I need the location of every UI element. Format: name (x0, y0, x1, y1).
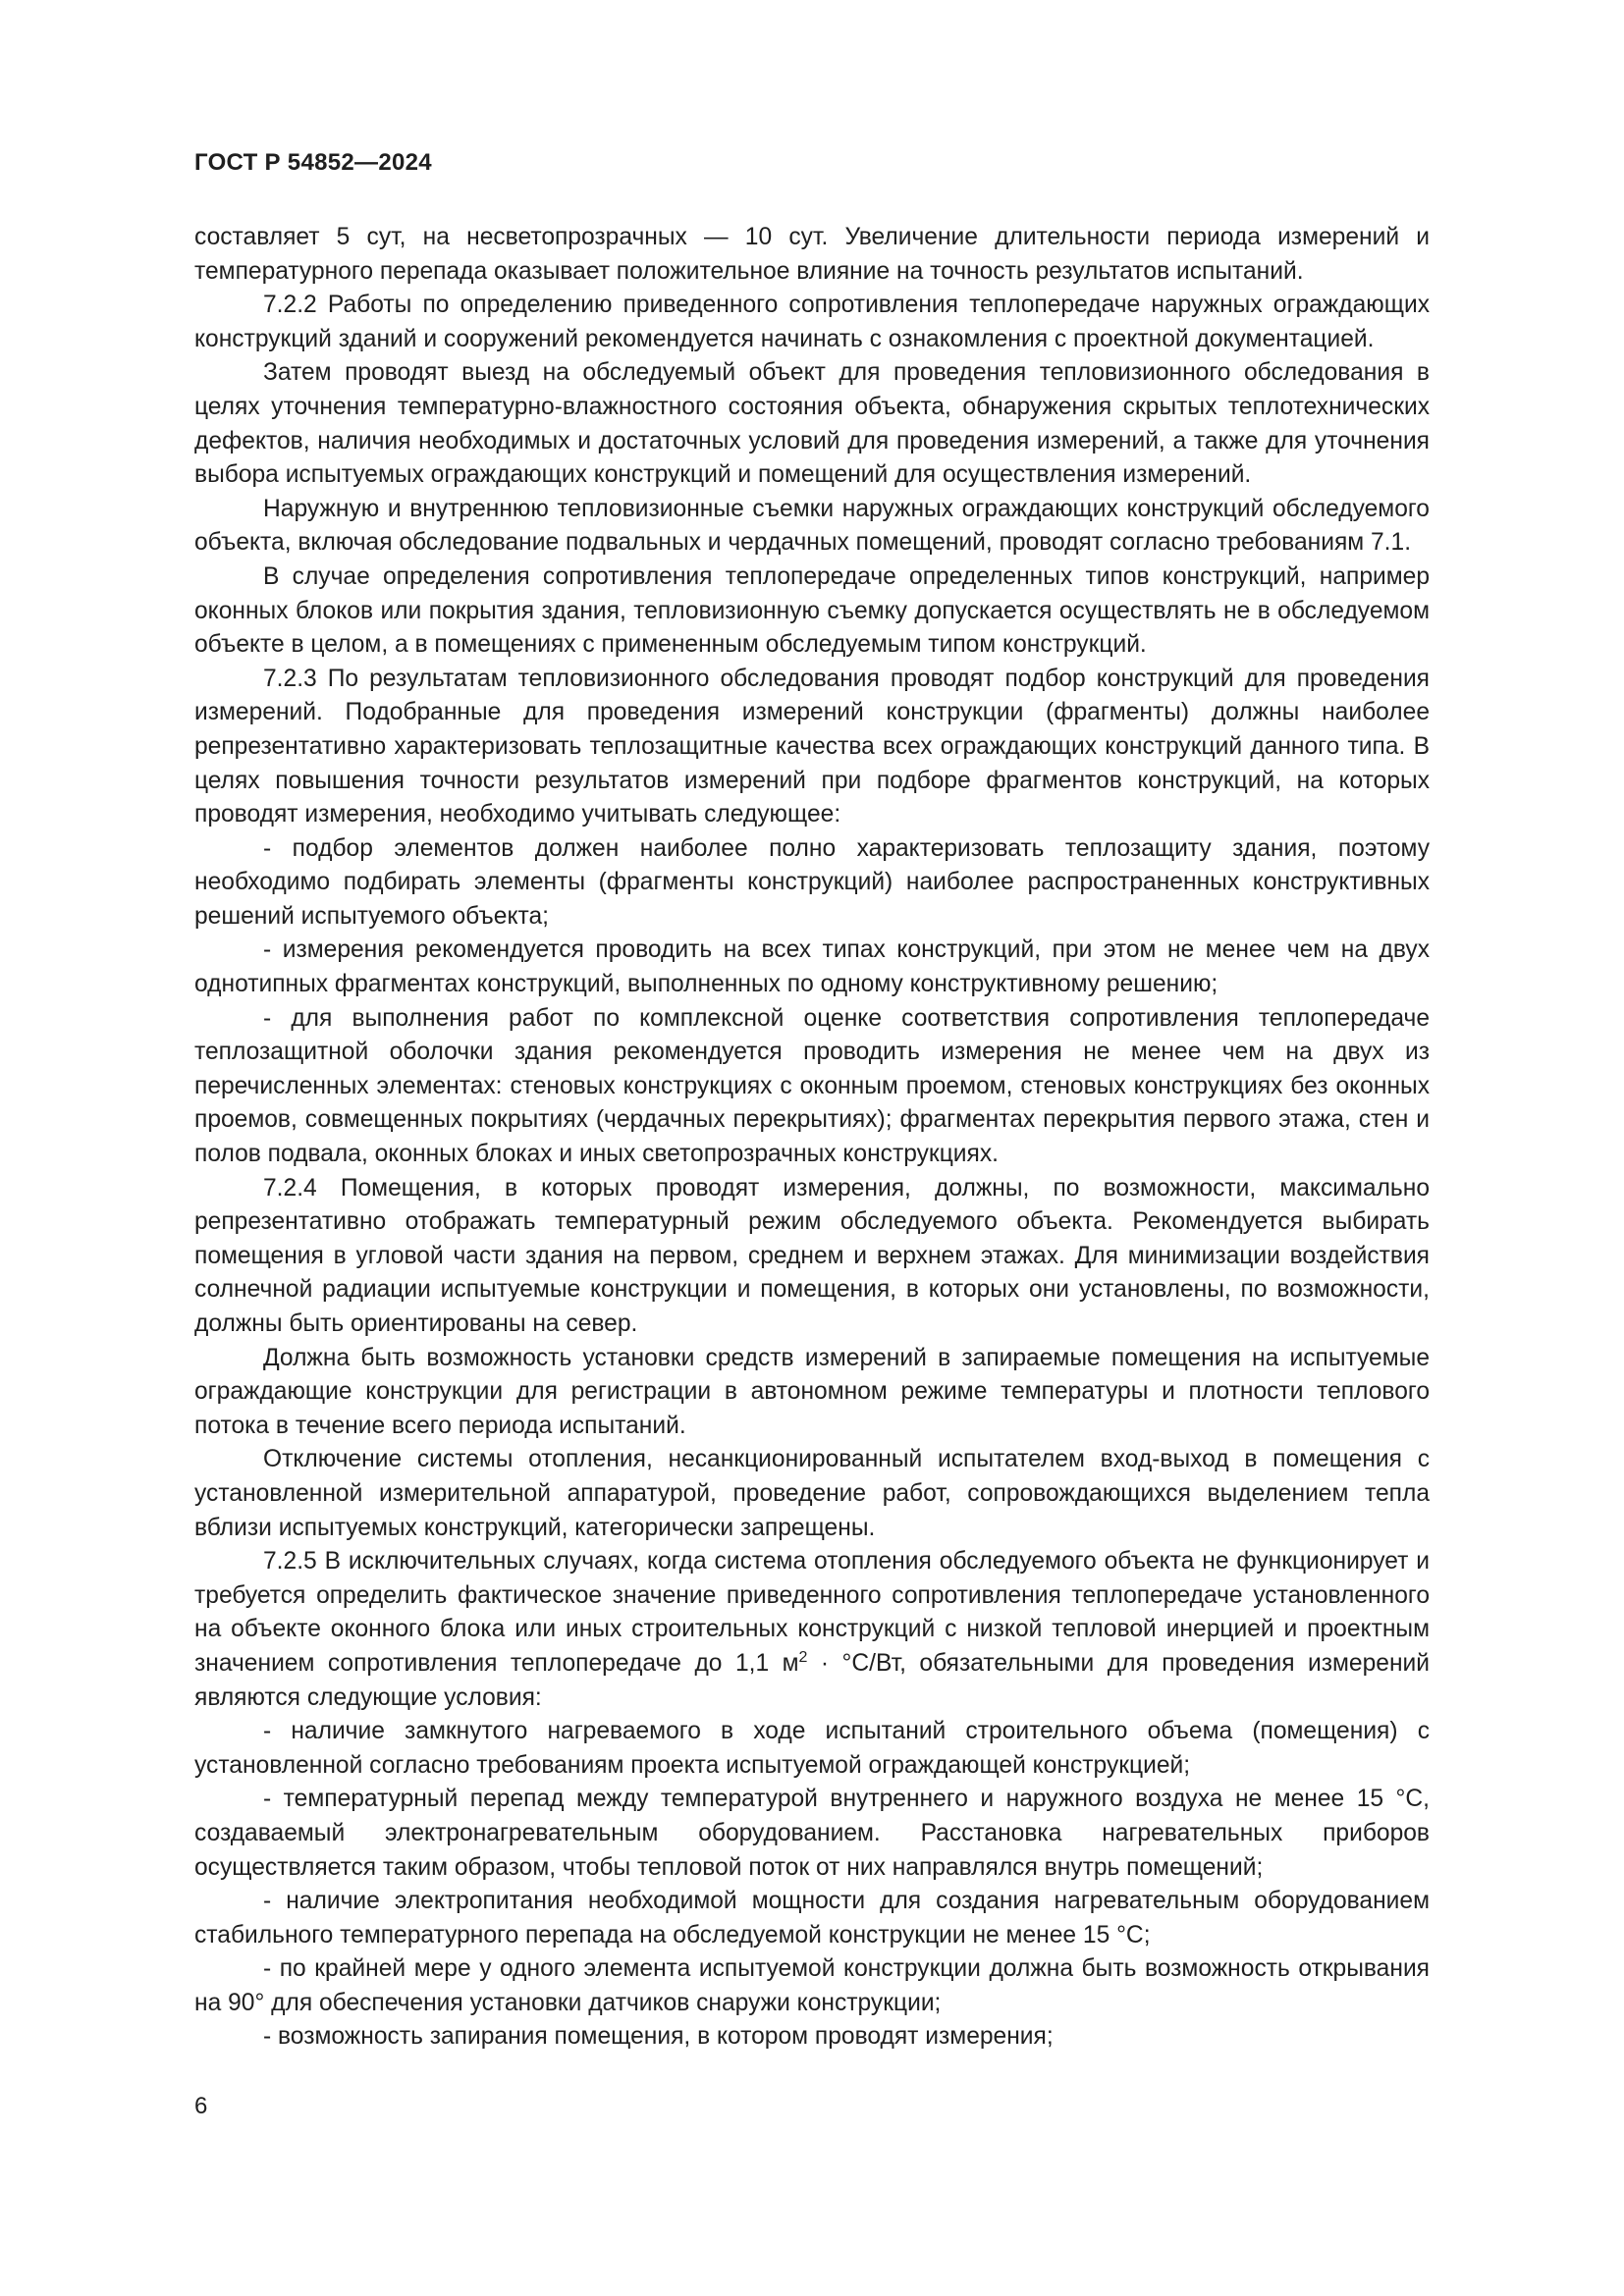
list-item: - наличие замкнутого нагреваемого в ходе испытаний строительного объема (помещения) с установленной согласно требованиям проекта испытуемой ограждающей конструкцией; (194, 1718, 1430, 1779)
paragraph-text: 7.2.5 В исключительных случаях, когда система отопления обследуемого объекта не функционирует и требуется определить фактическое значение приведенного сопротивления теплопередаче установленного на объекте оконного блока или иных строительных конструкций с низкой тепловой инерцией и проектным значением сопротивления теплопередаче до 1,1 м (194, 1548, 1430, 1677)
list-item: - возможность запирания помещения, в котором проводят измерения; (263, 2023, 1054, 2051)
paragraph: Должна быть возможность установки средств измерений в запираемые помещения на испытуемые ограждающие конструкции для регистрации в автономном режиме температуры и плотности теплового потока в течение всего периода испытаний. (194, 1344, 1430, 1439)
list-item: - измерения рекомендуется проводить на всех типах конструкций, при этом не менее чем на двух однотипных фрагментах конструкций, выполненных по одному конструктивному решению; (194, 936, 1430, 998)
paragraph: В случае определения сопротивления теплопередаче определенных типов конструкций, например оконных блоков или покрытия здания, тепловизионную съемку допускается осуществлять не в обследуемом объекте в целом, а в помещениях с примененным обследуемым типом конструкций. (194, 562, 1430, 659)
page-number: 6 (194, 2093, 208, 2119)
paragraph (194, 1545, 1430, 1715)
superscript: 2 (798, 1648, 808, 1666)
document-body (194, 221, 1430, 2055)
paragraph-text: · °С/Вт, обязательными для проведения измерений являются следующие условия: (194, 1649, 1430, 1711)
list-item: - по крайней мере у одного элемента испытуемой конструкции должна быть возможность открывания на 90° для обеспечения установки датчиков снаружи конструкции; (194, 1955, 1430, 2016)
paragraph: Затем проводят выезд на обследуемый объект для проведения тепловизионного обследования в целях уточнения температурно-влажностного состояния объекта, обнаружения скрытых теплотехнических дефектов, наличия необходимых и достаточных условий для проведения измерений, а также для уточнения выбора испытуемых ограждающих конструкций и помещений для осуществления измерений. (194, 359, 1430, 489)
document-header: ГОСТ Р 54852—2024 (194, 149, 432, 176)
paragraph: составляет 5 сут, на несветопрозрачных — 10 сут. Увеличение длительности периода измерений и температурного перепада оказывает положительное влияние на точность результатов испытаний. (194, 224, 1430, 285)
list-item: - подбор элементов должен наиболее полно характеризовать теплозащиту здания, поэтому необходимо подбирать элементы (фрагменты конструкций) наиболее распространенных конструктивных решений испытуемого объекта; (194, 834, 1430, 930)
list-item: - для выполнения работ по комплексной оценке соответствия сопротивления теплопередаче теплозащитной оболочки здания рекомендуется проводить измерения не менее чем на двух из перечисленных элементах: стеновых конструкциях с оконным проемом, стеновых конструкциях без оконных проемов, совмещенных покрытиях (чердачных перекрытиях); фрагментах перекрытия первого этажа, стен и полов подвала, оконных блоках и иных светопрозрачных конструкциях. (194, 1004, 1430, 1168)
paragraph: Наружную и внутреннюю тепловизионные съемки наружных ограждающих конструкций обследуемого объекта, включая обследование подвальных и чердачных помещений, проводят согласно требованиям 7.1. (194, 495, 1430, 557)
paragraph: Отключение системы отопления, несанкционированный испытателем вход-выход в помещения с установленной измерительной аппаратурой, проведение работ, сопровождающихся выделением тепла вблизи испытуемых конструкций, категорически запрещены. (194, 1446, 1430, 1541)
paragraph: 7.2.2 Работы по определению приведенного сопротивления теплопередаче наружных ограждающих конструкций зданий и сооружений рекомендуется начинать с ознакомления с проектной документацией. (194, 292, 1430, 352)
list-item: - температурный перепад между температурой внутреннего и наружного воздуха не менее 15 °С, создаваемый электронагревательным оборудованием. Расстановка нагревательных приборов осуществляется таким образом, чтобы тепловой поток от них направлялся внутрь помещений; (194, 1786, 1430, 1881)
list-item: - наличие электропитания необходимой мощности для создания нагревательным оборудованием стабильного температурного перепада на обследуемой конструкции не менее 15 °С; (194, 1888, 1430, 1949)
paragraph: 7.2.3 По результатам тепловизионного обследования проводят подбор конструкций для проведения измерений. Подобранные для проведения измерений конструкции (фрагменты) должны наиболее репрезентативно характеризовать теплозащитные качества всех ограждающих конструкций данного типа. В целях повышения точности результатов измерений при подборе фрагментов конструкций, на которых проводят измерения, необходимо учитывать следующее: (194, 665, 1430, 828)
paragraph: 7.2.4 Помещения, в которых проводят измерения, должны, по возможности, максимально репрезентативно отображать температурный режим обследуемого объекта. Рекомендуется выбирать помещения в угловой части здания на первом, среднем и верхнем этажах. Для минимизации воздействия солнечной радиации испытуемые конструкции и помещения, в которых они установлены, по возможности, должны быть ориентированы на север. (194, 1174, 1430, 1337)
